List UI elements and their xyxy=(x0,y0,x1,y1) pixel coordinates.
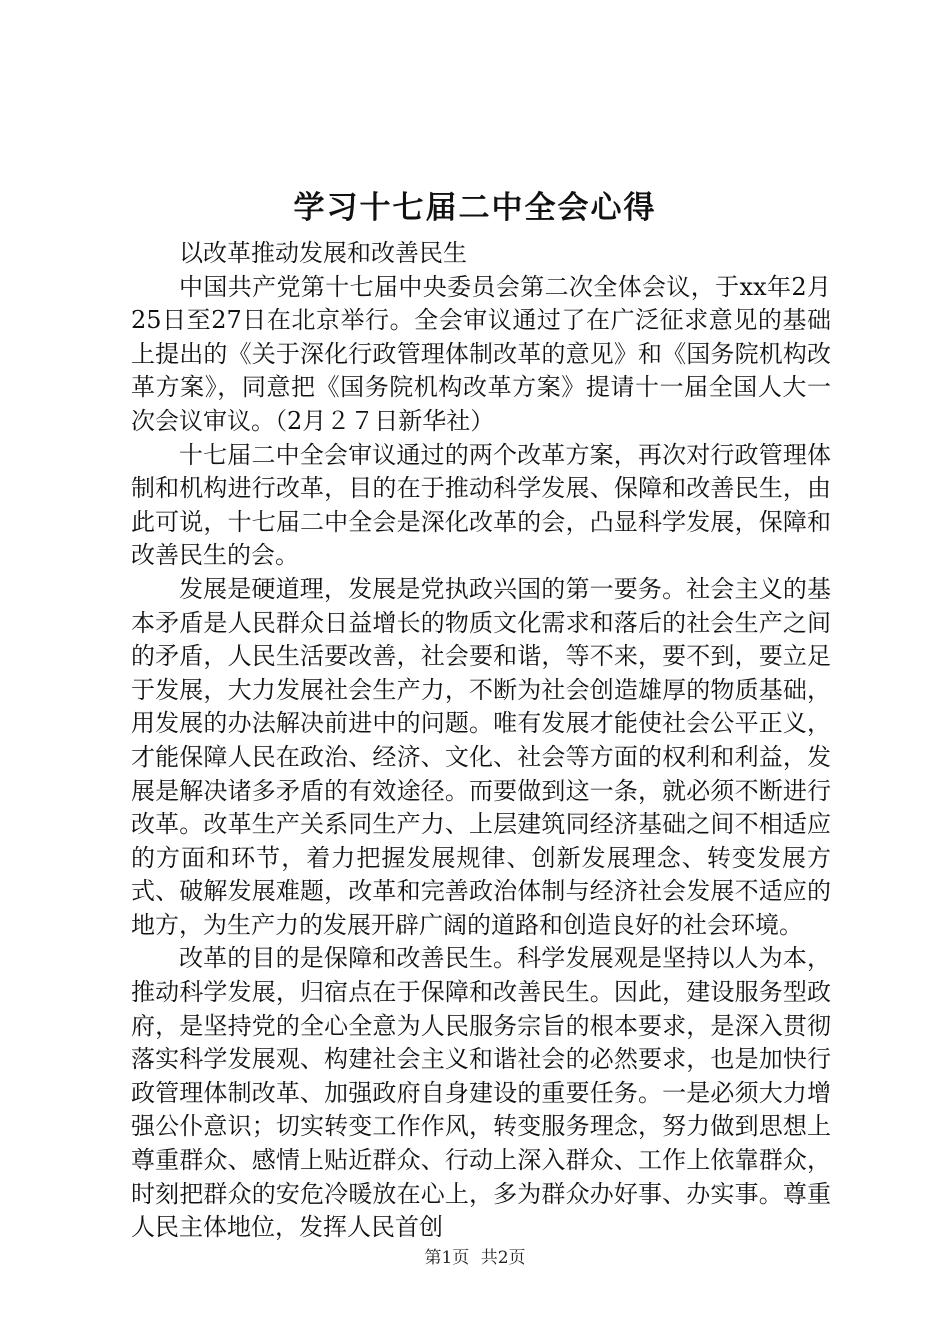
subtitle-paragraph: 以改革推动发展和改善民生 xyxy=(179,239,467,267)
body-paragraph: 中国共产党第十七届中央委员会第二次全体会议，于xx年2月25日至27日在北京举行。全会审议通过了在广泛征求意见的基础上提出的《关于深化行政管理体制改革的意见》和《国务院机构改革方案》，同意把《国务院机构改革方案》提请十一届全国人大一次会议审议。（2月２７日新华社） xyxy=(131,272,831,435)
page-footer xyxy=(0,1246,950,1270)
body-paragraph: 发展是硬道理，发展是党执政兴国的第一要务。社会主义的基本矛盾是人民群众日益增长的物质文化需求和落后的社会生产之间的矛盾，人民生活要改善，社会要和谐，等不来，要不到，要立足于发展，大力发展社会生产力，不断为社会创造雄厚的物质基础，用发展的办法解决前进中的问题。唯有发展才能使社会公平正义，才能保障人民在政治、经济、文化、社会等方面的权利和利益，发展是解决诸多矛盾的有效途径。而要做到这一条，就必须不断进行改革。改革生产关系同生产力、上层建筑同经济基础之间不相适应的方面和环节，着力把握发展规律、创新发展理念、转变发展方式、破解发展难题，改革和完善政治体制与经济社会发展不适应的地方，为生产力的发展开辟广阔的道路和创造良好的社会环境。 xyxy=(131,574,831,939)
page-total: 共2页 xyxy=(480,1248,526,1268)
page-number: 第1页 xyxy=(424,1248,470,1268)
document-body xyxy=(131,237,831,1245)
document-title: 学习十七届二中全会心得 xyxy=(293,190,657,226)
body-paragraph: 改革的目的是保障和改善民生。科学发展观是坚持以人为本，推动科学发展，归宿点在于保障和改善民生。因此，建设服务型政府，是坚持党的全心全意为人民服务宗旨的根本要求，是深入贯彻落实科学发展观、构建社会主义和谐社会的必然要求，也是加快行政管理体制改革、加强政府自身建设的重要任务。一是必须大力增强公仆意识；切实转变工作作风，转变服务理念，努力做到思想上尊重群众、感情上贴近群众、行动上深入群众、工作上依靠群众，时刻把群众的安危冷暖放在心上，多为群众办好事、办实事。尊重人民主体地位，发挥人民首创 xyxy=(131,944,831,1242)
body-paragraph: 十七届二中全会审议通过的两个改革方案，再次对行政管理体制和机构进行改革，目的在于推动科学发展、保障和改善民生，由此可说，十七届二中全会是深化改革的会，凸显科学发展，保障和改善民生的会。 xyxy=(131,440,831,570)
